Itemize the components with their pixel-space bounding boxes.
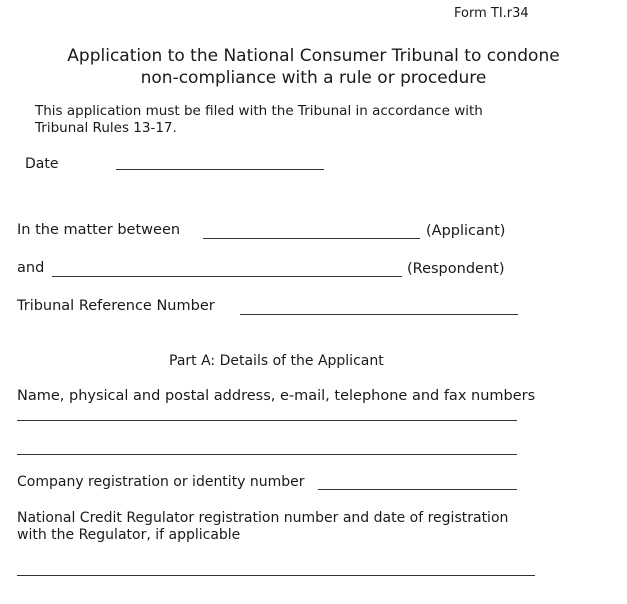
contact-details-label: Name, physical and postal address, e-mail, telephone and fax numbers <box>17 388 536 404</box>
applicant-suffix: (Applicant) <box>426 223 506 239</box>
company-registration-field[interactable] <box>318 489 517 490</box>
intro-line-1: This application must be filed with the Tribunal in accordance with <box>35 103 483 119</box>
date-label: Date <box>25 156 59 172</box>
applicant-field[interactable] <box>203 238 420 239</box>
document-title <box>0 45 627 89</box>
respondent-suffix: (Respondent) <box>407 261 505 277</box>
form-number: Form TI.r34 <box>454 6 529 21</box>
reference-field[interactable] <box>240 314 518 315</box>
ncr-label-line-2: with the Regulator, if applicable <box>17 527 241 543</box>
part-a-heading: Part A: Details of the Applicant <box>169 353 384 369</box>
intro-line-2: Tribunal Rules 13-17. <box>35 120 177 136</box>
ncr-registration-field[interactable] <box>17 575 535 576</box>
matter-label: In the matter between <box>17 222 181 238</box>
ncr-label-line-1: National Credit Regulator registration number and date of registration <box>17 510 509 526</box>
company-registration-label: Company registration or identity number <box>17 474 305 490</box>
title-line-2: non-compliance with a rule or procedure <box>140 68 487 88</box>
intro-text <box>35 103 483 137</box>
contact-details-field-1[interactable] <box>17 420 517 421</box>
respondent-field[interactable] <box>52 276 402 277</box>
date-field[interactable] <box>116 169 324 170</box>
ncr-registration-label <box>17 510 508 544</box>
title-line-1: Application to the National Consumer Tribunal to condone <box>67 46 560 66</box>
and-label: and <box>17 260 45 276</box>
contact-details-field-2[interactable] <box>17 454 517 455</box>
reference-label: Tribunal Reference Number <box>17 298 215 314</box>
